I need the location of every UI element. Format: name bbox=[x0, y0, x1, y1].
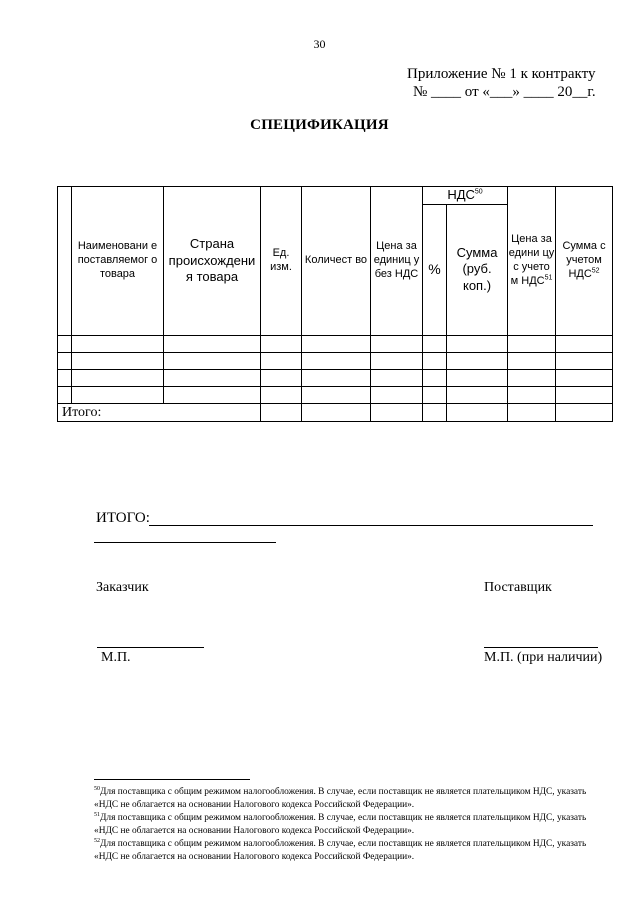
customer-label: Заказчик bbox=[96, 580, 149, 595]
footnote: $^{52}$Для поставщика с общим режимом налогообложения. В случае, если поставщик не является плательщиком НДС, указать «НДС не облагается на основании Налогового кодекса Российской Федерации». bbox=[94, 837, 587, 862]
supplier-label: Поставщик bbox=[484, 580, 552, 595]
page-number: 30 bbox=[313, 37, 326, 51]
grand-total-label: ИТОГО: bbox=[96, 510, 150, 526]
col-header-unit: Ед. изм. bbox=[261, 187, 302, 336]
supplier-signature-line bbox=[484, 647, 598, 648]
col-header-name: Наименовани е поставляемог о товара bbox=[72, 187, 164, 336]
table-total-label: Итого: bbox=[58, 403, 164, 422]
table-row bbox=[58, 369, 613, 386]
document-title: СПЕЦИФИКАЦИЯ bbox=[250, 117, 389, 133]
grand-total-blank-line-2 bbox=[94, 542, 276, 543]
col-header-quantity: Количест во bbox=[302, 187, 371, 336]
appendix-reference: Приложение № 1 к контракту bbox=[407, 66, 596, 82]
col-header-price-no-vat: Цена за единиц у без НДС bbox=[371, 187, 423, 336]
col-header-vat-percent: % bbox=[423, 204, 447, 335]
table-row bbox=[58, 386, 613, 403]
col-header-country: Страна происхождени я товара bbox=[164, 187, 261, 336]
footnote: $^{51}$Для поставщика с общим режимом налогообложения. В случае, если поставщик не является плательщиком НДС, указать «НДС не облагается на основании Налогового кодекса Российской Федерации». bbox=[94, 811, 587, 836]
table-total-row bbox=[58, 403, 613, 422]
col-header-vat-sum: Сумма (руб. коп.) bbox=[447, 204, 508, 335]
contract-number-date: № ____ от «___» ____ 20__г. bbox=[413, 84, 596, 100]
row-number-header bbox=[58, 187, 72, 336]
footnote: $^{50}$Для поставщика с общим режимом налогообложения. В случае, если поставщик не является плательщиком НДС, указать «НДС не облагается на основании Налогового кодекса Российской Федерации». bbox=[94, 785, 587, 810]
supplier-stamp-label: М.П. (при наличии) bbox=[484, 650, 603, 665]
footnote-separator bbox=[94, 779, 250, 780]
specification-table bbox=[57, 186, 613, 422]
col-header-sum-with-vat: Сумма с учетом НДС$^{52}$ bbox=[556, 187, 613, 336]
col-header-vat-group: НДС$^{50}$ bbox=[423, 187, 508, 205]
customer-signature-line bbox=[97, 647, 204, 648]
grand-total-blank-line bbox=[149, 525, 593, 526]
col-header-price-with-vat: Цена за едини цу с учето м НДС$^{51}$ bbox=[508, 187, 556, 336]
table-row bbox=[58, 352, 613, 369]
table-row bbox=[58, 335, 613, 352]
customer-stamp-label: М.П. bbox=[101, 650, 131, 665]
